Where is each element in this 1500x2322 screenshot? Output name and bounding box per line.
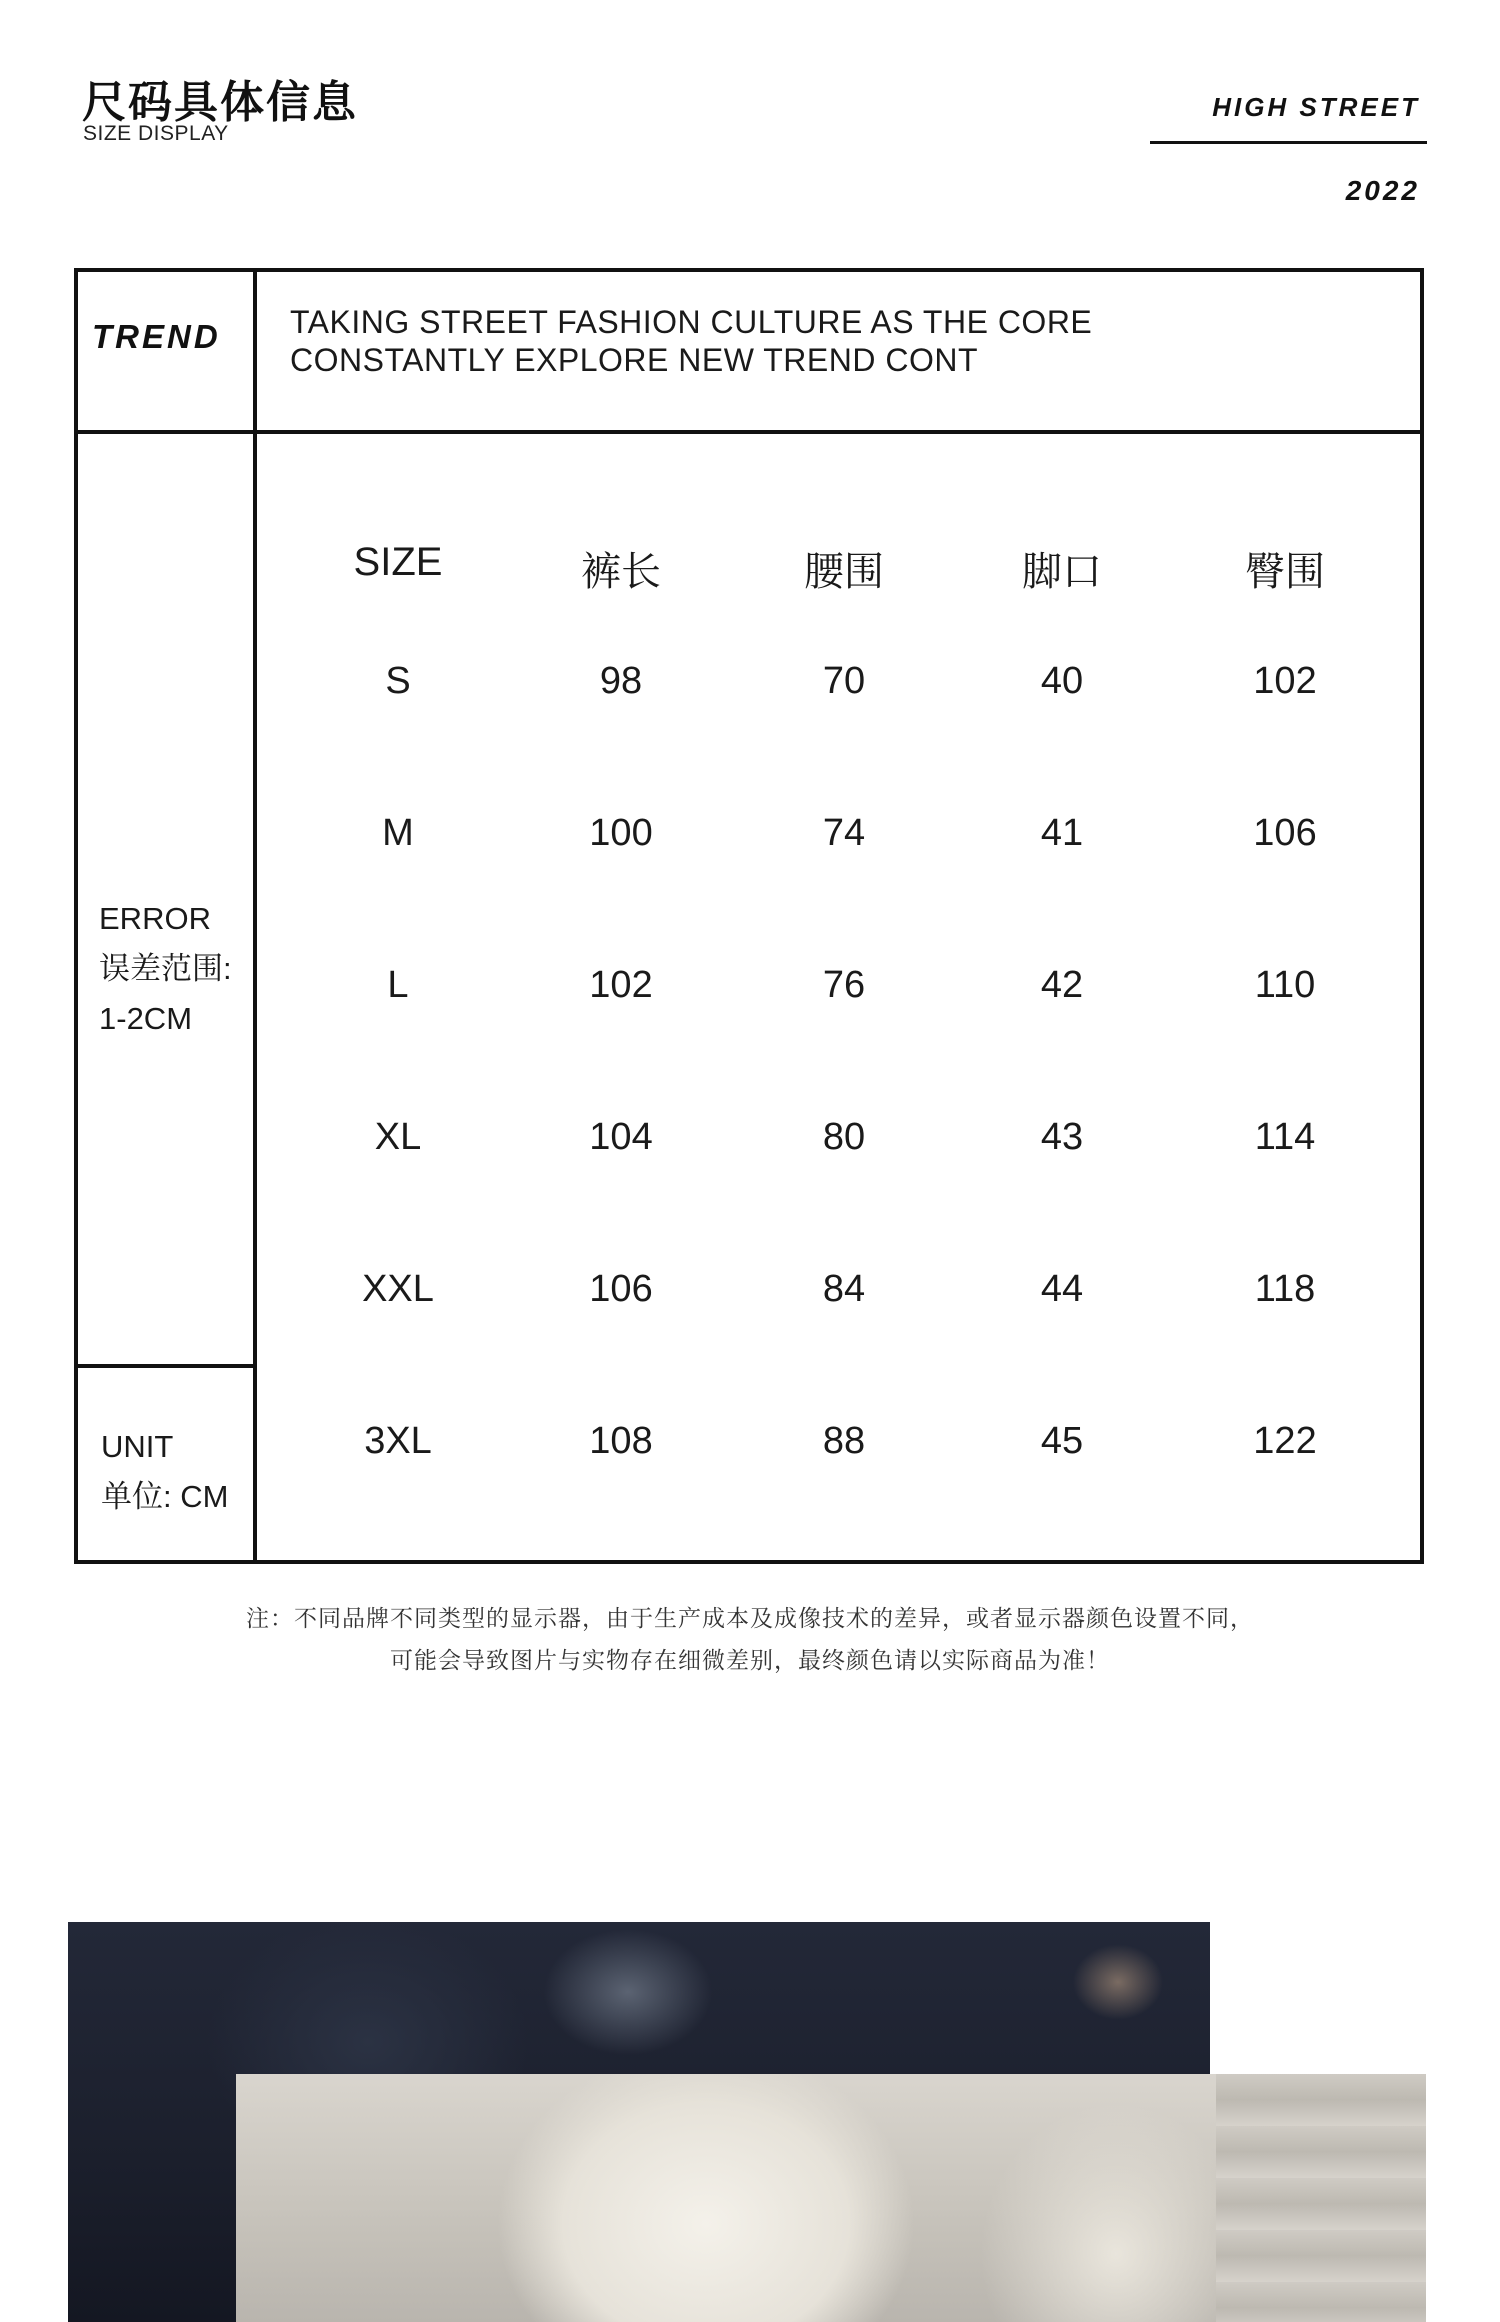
table-cell: 118 [1254, 1268, 1316, 1310]
tagline-line-1: TAKING STREET FASHION CULTURE AS THE CORE [290, 304, 1093, 340]
unit-block [101, 1422, 228, 1522]
table-cell: 98 [599, 660, 643, 702]
tagline-line-2: CONSTANTLY EXPLORE NEW TREND CONT [290, 342, 978, 378]
column-header-waist: 腰围 [804, 550, 884, 594]
table-cell: 102 [1253, 660, 1317, 702]
table-cell: 122 [1253, 1420, 1317, 1462]
photo-background-blinds [1216, 2074, 1426, 2322]
frame-unit-divider [78, 1364, 255, 1368]
table-cell: 80 [822, 1116, 866, 1158]
page-title: 尺码具体信息 [82, 77, 358, 128]
table-cell: 76 [822, 964, 866, 1006]
unit-label-cn: 单位: CM [101, 1479, 229, 1514]
error-label-en: ERROR [99, 901, 211, 936]
error-label-cn: 误差范围: [99, 951, 232, 986]
table-cell: 114 [1254, 1116, 1316, 1158]
unit-label-en: UNIT [101, 1429, 174, 1464]
error-range-block [99, 894, 232, 1044]
frame-header-divider [78, 430, 1420, 434]
table-cell: 43 [1040, 1116, 1084, 1158]
table-cell: S [385, 660, 411, 702]
brand-label: HIGH STREET [1212, 92, 1420, 122]
table-cell: 104 [589, 1116, 653, 1158]
header-divider [1150, 141, 1427, 144]
disclaimer-line-1: 注：不同品牌不同类型的显示器，由于生产成本及成像技术的差异，或者显示器颜色设置不同， [246, 1605, 1254, 1631]
table-cell: 3XL [364, 1420, 432, 1462]
tagline [290, 303, 1092, 379]
table-cell: 106 [1253, 812, 1317, 854]
year-label: 2022 [1345, 175, 1420, 206]
table-cell: 88 [822, 1420, 866, 1462]
table-cell: 102 [589, 964, 653, 1006]
table-cell: 100 [589, 812, 653, 854]
column-header-length: 裤长 [581, 550, 661, 594]
table-cell: 41 [1040, 812, 1084, 854]
trend-label: TREND [92, 318, 221, 355]
table-cell: 108 [589, 1420, 653, 1462]
page-subtitle: SIZE DISPLAY [83, 122, 229, 145]
column-header-size: SIZE [353, 540, 443, 584]
table-cell: 45 [1040, 1420, 1084, 1462]
table-cell: 44 [1040, 1268, 1084, 1310]
disclaimer-line-2: 可能会导致图片与实物存在细微差别，最终颜色请以实际商品为准！ [390, 1647, 1110, 1673]
table-cell: 84 [822, 1268, 866, 1310]
column-header-hem: 脚口 [1022, 550, 1102, 594]
error-value: 1-2CM [99, 1001, 193, 1036]
model-photo-front [236, 2074, 1426, 2322]
table-cell: L [387, 964, 409, 1006]
table-cell: M [382, 812, 414, 854]
table-cell: XXL [362, 1268, 434, 1310]
table-cell: 106 [589, 1268, 653, 1310]
table-cell: 110 [1254, 964, 1316, 1006]
column-header-hip: 臀围 [1245, 550, 1325, 594]
size-chart-frame [74, 268, 1424, 1564]
table-cell: 40 [1040, 660, 1084, 702]
table-cell: 42 [1040, 964, 1084, 1006]
table-cell: 70 [822, 660, 866, 702]
table-cell: XL [374, 1116, 422, 1158]
table-cell: 74 [822, 812, 866, 854]
